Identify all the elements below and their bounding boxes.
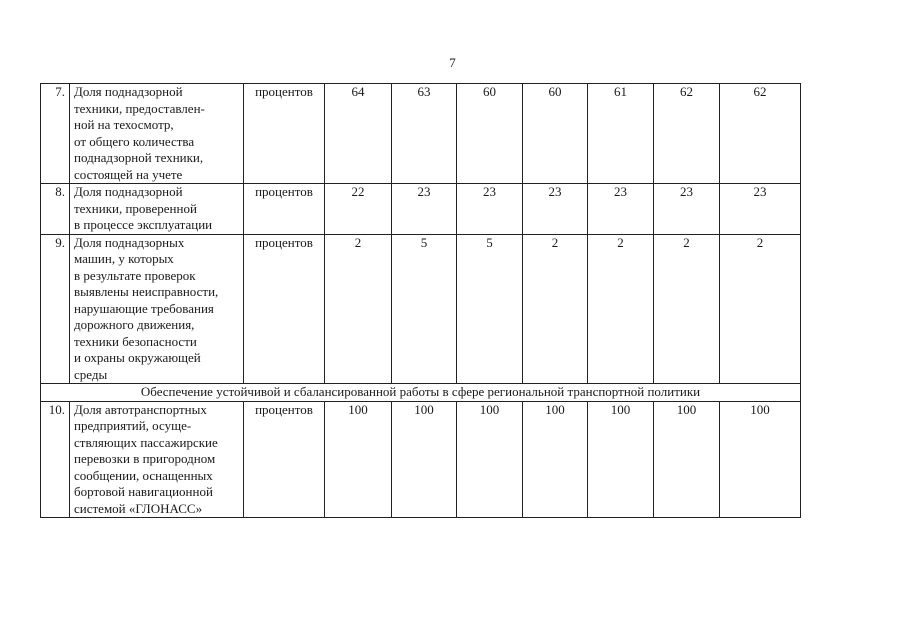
indicator-name-line: техники, проверенной [74,200,197,216]
value-cell: 23 [523,184,588,235]
unit-cell: процентов [244,184,325,235]
value-cell: 64 [325,84,392,184]
unit-cell: процентов [244,84,325,184]
row-number: 8. [41,184,70,235]
indicator-name [70,401,244,518]
value-cell: 2 [654,234,720,384]
value-cell: 22 [325,184,392,235]
value-cell: 100 [392,401,457,518]
value-cell: 2 [588,234,654,384]
page-number: 7 [449,55,456,70]
value-cell: 23 [588,184,654,235]
value-cell: 2 [720,234,801,384]
indicator-name-line: перевозки в пригородном [74,451,216,466]
indicators-table [40,83,801,518]
value-cell: 5 [457,234,523,384]
indicator-name-line: бортовой навигационной [74,484,213,499]
table-row [41,234,801,384]
indicator-name-line: и охраны окружающей [74,350,201,365]
value-cell: 62 [654,84,720,184]
indicator-name-line: сообщении, оснащенных [74,467,213,483]
indicator-name-line: ствляющих пассажирские [74,434,218,450]
row-number: 10. [41,401,70,518]
indicator-name-line: системой «ГЛОНАСС» [74,500,203,516]
indicator-name-line: в результате проверок [74,267,196,283]
value-cell: 100 [325,401,392,518]
value-cell: 23 [392,184,457,235]
indicator-name-line: ной на техосмотр, [74,117,174,132]
table-row [41,401,801,518]
value-cell: 2 [325,234,392,384]
unit-cell: процентов [244,234,325,384]
indicator-name-line: состоящей на учете [74,166,183,182]
indicator-name [70,84,244,184]
indicator-name-line: поднадзорной техники, [74,150,204,165]
value-cell: 100 [523,401,588,518]
indicator-name-line: дорожного движения, [74,317,195,332]
indicator-name [70,234,244,384]
value-cell: 100 [457,401,523,518]
row-number: 9. [41,234,70,384]
indicator-name-line: от общего количества [74,133,195,149]
value-cell: 61 [588,84,654,184]
indicator-name-line: Доля поднадзорных [74,234,185,250]
indicator-name-line: Доля поднадзорной [74,184,183,199]
value-cell: 23 [654,184,720,235]
indicator-name-line: Доля поднадзорной [74,84,183,99]
value-cell: 63 [392,84,457,184]
value-cell: 2 [523,234,588,384]
value-cell: 100 [654,401,720,518]
indicator-name [70,184,244,235]
table-row [41,184,801,235]
indicator-name-line: техники безопасности [74,333,197,349]
indicator-name-line: машин, у которых [74,251,174,266]
unit-cell: процентов [244,401,325,518]
table-row [41,84,801,184]
indicator-name-line: техники, предоставлен- [74,100,205,116]
indicator-name-line: в процессе эксплуатации [74,217,213,232]
row-number: 7. [41,84,70,184]
value-cell: 5 [392,234,457,384]
value-cell: 60 [457,84,523,184]
indicator-name-line: Доля автотранспортных [74,401,207,417]
value-cell: 23 [720,184,801,235]
value-cell: 62 [720,84,801,184]
section-header-row [41,384,801,402]
indicator-name-line: среды [74,366,108,382]
value-cell: 100 [588,401,654,518]
indicator-name-line: выявлены неисправности, [74,284,219,299]
value-cell: 100 [720,401,801,518]
indicator-name-line: нарушающие требования [74,300,214,316]
value-cell: 23 [457,184,523,235]
value-cell: 60 [523,84,588,184]
section-header-text: Обеспечение устойчивой и сбалансированной работы в сфере региональной транспортной политики [41,384,801,402]
indicator-name-line: предприятий, осуще- [74,418,192,433]
